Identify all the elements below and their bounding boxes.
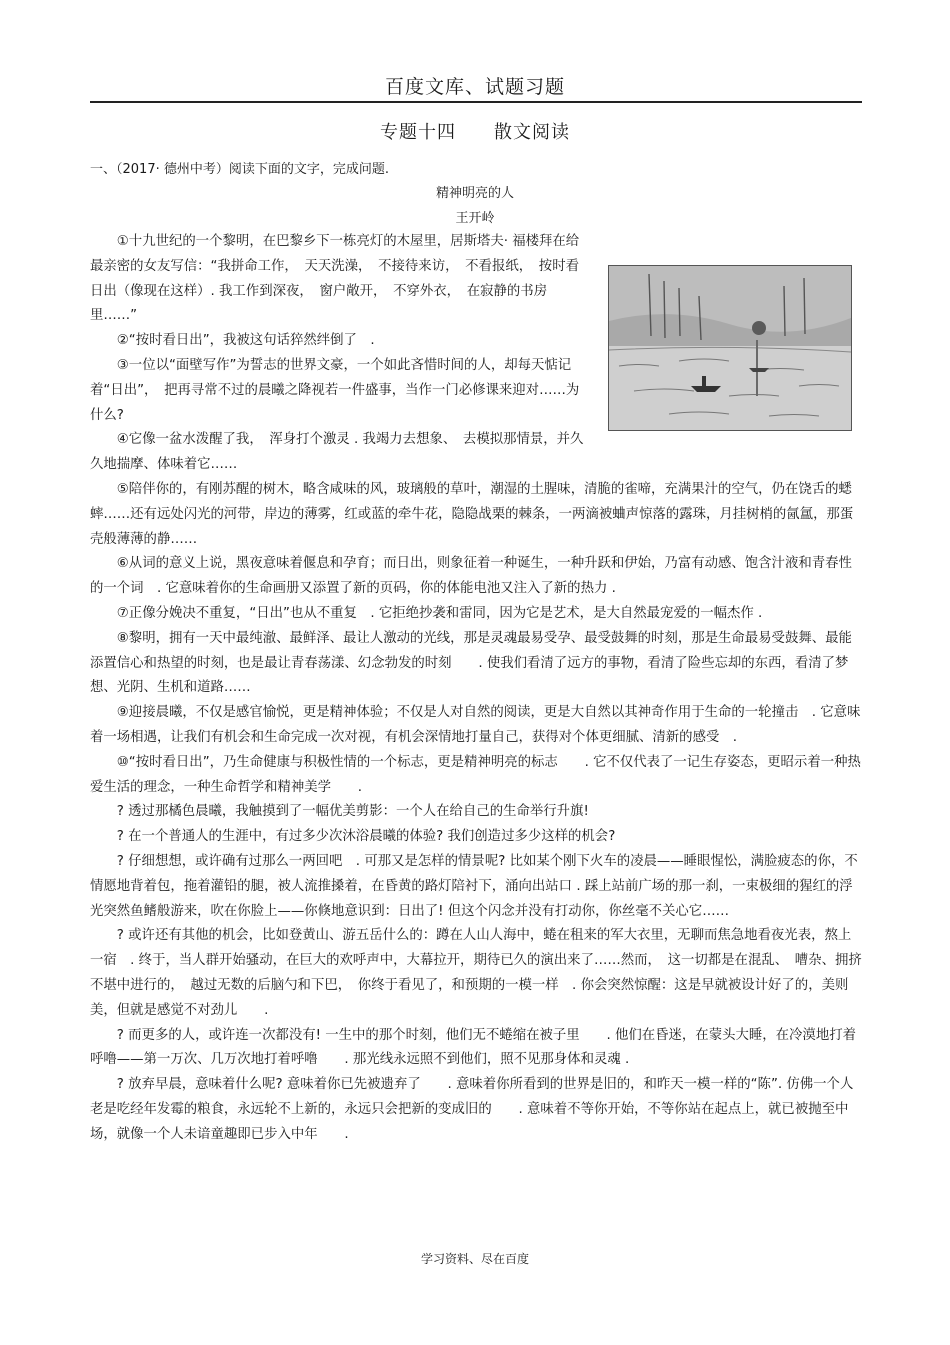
paragraph-15: ? 而更多的人，或许连一次都没有! 一生中的那个时刻，他们无不蜷缩在被子里 . 他们在昏迷，在蒙头大睡，在冷漠地打着呼噜——第一万次、几万次地打着呼噜 . 那光线永远照不到他们，照不见那身体和灵魂 . xyxy=(90,1027,856,1068)
paragraph-2: ②“按时看日出”，我被这句话猝然绊倒了 . xyxy=(116,333,375,349)
header-rule xyxy=(90,101,862,103)
article-body xyxy=(90,230,862,1147)
paragraph-3: ③一位以“面壁写作”为誓志的世界文豪，一个如此吝惜时间的人，却每天惦记着“日出”， 把再寻常不过的晨曦之降视若一件盛事，当作一门必修课来迎对……为什么? xyxy=(90,357,580,423)
header-title: 百度文库、试题习题 xyxy=(384,76,565,98)
paragraph-4: ④它像一盆水泼醒了我， 浑身打个激灵 . 我竭力去想象、 去模拟那情景，并久久地揣摩、体味着它…… xyxy=(90,432,584,473)
footer-text: 学习资料、尽在百度 xyxy=(420,1252,529,1266)
article-author: 王开岭 xyxy=(455,211,495,226)
paragraph-10: ⑩“按时看日出”，乃生命健康与积极性情的一个标志，更是精神明亮的标志 . 它不仅代表了一记生存姿态，更昭示着一种热爱生活的理念，一种生命哲学和精神美学 . xyxy=(90,754,861,795)
paragraph-9: ⑨迎接晨曦，不仅是感官愉悦，更是精神体验；不仅是人对自然的阅读，更是大自然以其神奇作用于生命的一轮撞击 . 它意味着一场相遇，让我们有机会和生命完成一次对视，有机会深情地打量自己，获得对个体更细腻、清新的感受 . xyxy=(90,705,861,745)
paragraph-1: ①十九世纪的一个黎明，在巴黎乡下一栋亮灯的木屋里，居斯塔夫· 福楼拜在给最亲密的女友写信：“我拼命工作， 天天洗澡， 不接待来访， 不看报纸， 按时看日出（像现在这样）. 我工作到深夜， 窗户敞开， 不穿外衣， 在寂静的书房里……” xyxy=(90,234,580,324)
paragraph-7: ⑦正像分娩决不重复，“日出”也从不重复 . 它拒绝抄袭和雷同，因为它是艺术，是大自然最宠爱的一幅杰作 . xyxy=(116,605,763,621)
paragraph-11: ? 透过那橘色晨曦，我触摸到了一幅优美剪影：一个人在给自己的生命举行升旗! xyxy=(116,804,589,820)
paragraph-12: ? 在一个普通人的生涯中，有过多少次沐浴晨曦的体验? 我们创造过多少这样的机会? xyxy=(116,829,616,845)
paragraph-5: ⑤陪伴你的，有刚苏醒的树木，略含咸味的风，玻璃般的草叶，潮湿的土腥味，清脆的雀啼，充满果汁的空气，仍在饶舌的蟋蟀……还有远处闪光的河带，岸边的薄雾，红或蓝的牵牛花，隐隐战栗的棘条，一两滴被蛐声惊落的露珠，月挂树梢的氤氲，那蛋壳般薄薄的静…… xyxy=(90,481,854,547)
article-title: 精神明亮的人 xyxy=(435,186,514,201)
question-intro: 一、（2017· 德州中考）阅读下面的文字，完成问题. xyxy=(90,162,389,177)
topic-title: 专题十四 散文阅读 xyxy=(380,122,570,143)
paragraph-14: ? 或许还有其他的机会，比如登黄山、游五岳什么的：蹲在人山人海中，蜷在租来的军大衣里，无聊而焦急地看夜光表，熬上一宿 . 终于，当人群开始骚动，在巨大的欢呼声中，大幕拉开，期待已久的演出来了……然而， 这一切都是在混乱、 嘈杂、拥挤不堪中进行的， 越过无数的后脑勺和下巴， 你终于看见了，和预期的一模一样 . 你会突然惊醒：这是早就被设计好了的，美则美，但就是感觉不对劲儿 . xyxy=(90,928,862,1018)
paragraph-16: ? 放弃早晨，意味着什么呢? 意味着你已先被遗弃了 . 意味着你所看到的世界是旧的，和昨天一模一样的“陈”. 仿佛一个人老是吃经年发霉的粮食，永远轮不上新的，永远只会把新的变成旧的 . 意味着不等你开始，不等你站在起点上，就已被抛至中场，就像一个人未谙童趣即已步入中年 . xyxy=(90,1077,854,1142)
paragraph-6: ⑥从词的意义上说，黑夜意味着偃息和孕育；而日出，则象征着一种诞生，一种升跃和伊始，乃富有动感、饱含汁液和青春性的一个词 . 它意味着你的生命画册又添置了新的页码，你的体能电池又注入了新的热力 . xyxy=(90,556,852,597)
paragraph-13: ? 仔细想想，或许确有过那么一两回吧 . 可那又是怎样的情景呢? 比如某个刚下火车的凌晨——睡眼惺忪，满脸疲态的你，不情愿地背着包，拖着灌铅的腿，被人流推搡着，在昏黄的路灯陪衬下，涌向出站口 . 踩上站前广场的那一刹，一束极细的猩红的浮光突然鱼鳍般游来，吹在你脸上——你倏地意识到：日出了! 但这个闪念并没有打动你，你丝毫不关心它…… xyxy=(90,853,858,919)
paragraph-8: ⑧黎明，拥有一天中最纯澈、最鲜泽、最让人激动的光线，那是灵魂最易受孕、最受鼓舞的时刻，那是生命最易受鼓舞、最能添置信心和热望的时刻，也是最让青春荡漾、幻念勃发的时刻 . 使我们看清了远方的事物，看清了险些忘却的东西，看清了梦想、光阴、生机和道路…… xyxy=(90,630,852,696)
